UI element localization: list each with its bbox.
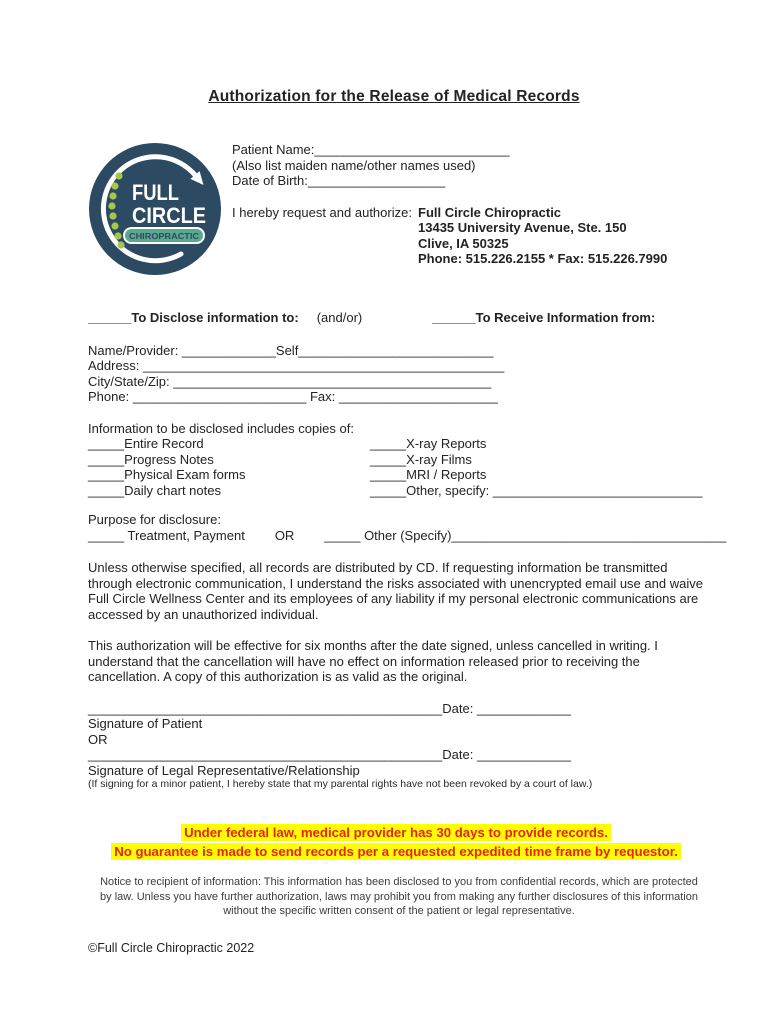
full-circle-chiropractic-logo [88,142,222,276]
purpose-other-option: _____ Other (Specify)______________________________________ [324,527,727,543]
item-daily-chart-notes: _____Daily chart notes [88,482,221,498]
federal-law-line-1: Under federal law, medical provider has 30 days to provide records. [181,824,611,841]
item-xray-films: _____X-ray Films [370,451,472,467]
patient-signature-label: Signature of Patient [88,716,203,731]
federal-law-notice [82,823,710,861]
federal-law-line-2: No guarantee is made to send records per a requested expedited time frame by requestor. [111,843,681,860]
cd-policy-paragraph: Unless otherwise specified, all records are distributed by CD. If requesting information be transmitted through electronic communication, I understand the risks associated with unencrypted email use and waive Full Circle Wellness Center and its employees of any liability if my personal electronic communications are accessed by an unauthorized individual. [88,560,703,622]
purpose-options-row [88,527,727,544]
authorization-statement [232,205,710,267]
logo-word-full: FULL [132,180,179,205]
city-state-zip-field: City/State/Zip: ____________________________________________ [88,373,492,389]
purpose-treatment-option: _____ Treatment, Payment [88,527,245,543]
header-right-block [232,142,710,267]
disclosure-heading: Information to be disclosed includes copies of: [88,420,354,436]
recipient-fields-block [88,343,710,405]
andor-text: (and/or) [316,310,363,325]
logo-badge-text: CHIROPRACTIC [129,232,200,241]
logo-graphic [88,142,222,276]
patient-signature-line: _________________________________________________Date: _____________ [88,700,571,716]
name-provider-field: Name/Provider: _____________Self___________________________ [88,342,494,358]
disclose-receive-row [88,310,710,326]
patient-name-field: Patient Name:___________________________ [232,142,510,157]
disclosure-row [88,467,710,483]
clinic-phone-fax: Phone: 515.226.2155 * Fax: 515.226.7990 [418,251,668,266]
purpose-or-text: OR [274,527,295,543]
clinic-address-block [418,205,667,267]
item-mri-reports: _____MRI / Reports [370,467,487,482]
item-progress-notes: _____Progress Notes [88,451,214,467]
item-other-specify: _____Other, specify: _____________________________ [370,482,703,498]
disclose-checkbox-line: ______To Disclose information to: [88,310,299,325]
date-of-birth-field: Date of Birth:___________________ [232,173,446,188]
form-header [88,142,710,276]
item-entire-record: _____Entire Record [88,436,204,451]
signature-block [88,701,710,792]
maiden-name-note: (Also list maiden name/other names used) [232,157,476,173]
effective-period-paragraph: This authorization will be effective for six months after the date signed, unless cancelled in writing. I understand that the cancellation will have no effect on information released prior to receiving the cancellation. A copy of this authorization is as valid as the original. [88,638,658,684]
copyright-footer: ©Full Circle Chiropractic 2022 [88,940,255,955]
disclosure-items-block [88,421,710,499]
signature-or-text: OR [88,731,108,747]
disclosure-row [88,452,710,468]
page-title: Authorization for the Release of Medical Records [208,88,580,105]
logo-word-circle: CIRCLE [132,203,206,228]
receive-checkbox-line: ______To Receive Information from: [432,310,656,325]
legal-rep-signature-label: Signature of Legal Representative/Relationship [88,762,360,778]
legal-rep-signature-line: _________________________________________________Date: _____________ [88,747,571,762]
minor-signing-note: (If signing for a minor patient, I hereby state that my parental rights have not been revoked by a court of law.) [88,778,593,790]
disclosure-row [88,483,710,499]
phone-fax-field: Phone: ________________________ Fax: ______________________ [88,389,498,404]
purpose-heading: Purpose for disclosure: [88,512,221,527]
item-physical-exam-forms: _____Physical Exam forms [88,467,246,482]
purpose-block [88,512,727,543]
clinic-street: 13435 University Avenue, Ste. 150 [418,220,627,235]
address-field: Address: __________________________________________________ [88,358,505,373]
clinic-name: Full Circle Chiropractic [418,204,562,220]
authorize-lead-text: I hereby request and authorize: [232,204,412,220]
disclosure-row [88,436,710,452]
patient-info-block [232,142,710,189]
clinic-city: Clive, IA 50325 [418,235,509,251]
item-xray-reports: _____X-ray Reports [370,436,487,451]
recipient-confidentiality-notice: Notice to recipient of information: This information has been disclosed to you from confidential records, which are protected by law. Unless you have further authorization, laws may prohibit you from making any further disclosures of this information without the specific written consent of the patient or legal representative. [100,876,698,917]
